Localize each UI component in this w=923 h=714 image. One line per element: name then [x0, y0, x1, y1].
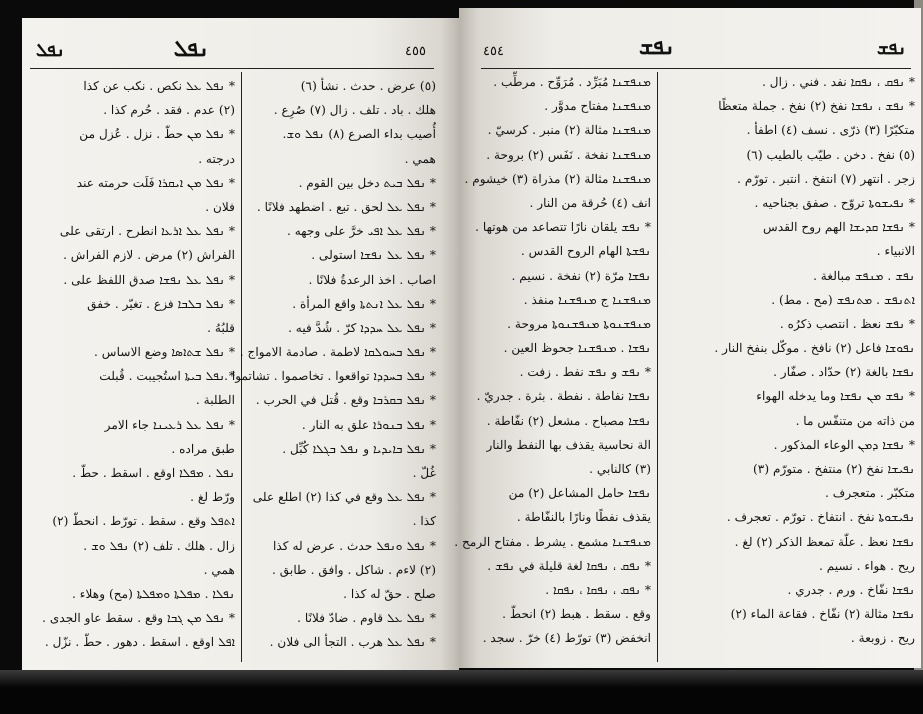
text-line: * ܢܦܠ ܥܠ لحق . تبع . اضطهد فلانًا .: [256, 199, 436, 214]
text-line: * ܢܦܝܫܘܬܐ تروّح . صفق بجناحيه .: [754, 195, 915, 210]
text-line: متكبّرًا (٣) ذرّى . نسف (٤) اطفأ .: [746, 123, 915, 138]
text-line: ܢܦܫܐ نعظ . علّة تمعظ الذكر (٢) لغ .: [734, 534, 915, 549]
text-line: فلان .: [205, 199, 235, 214]
text-line: ܢܦܝܫܘܬܐ نفخ . انتفاخ . تورّم . تعجرف .: [726, 510, 915, 525]
text-line: ܢܦܫܐ مثالة (٢) نفّاخ . فقاعة الماء (٢): [730, 607, 915, 622]
text-line: * ܢܦܠ ܡܢ ܐܝܩܪܐ فَلَت حرمته عند: [76, 175, 235, 190]
text-line: ܢܦܫܐ نفّاخ . ورم . جدري .: [787, 582, 915, 597]
text-line: * ܢܦܠ ܥܠ ܪܥܝܢܐ جاء الامر: [104, 417, 235, 432]
text-line: أُصيب بداء الصرع (٨) ܢܦܠ ܘܫ‌.: [282, 127, 436, 142]
text-line: * ܢܦܠ ܥܠ ܐܪܥܐ انطرح . ارتقى على: [59, 224, 235, 239]
text-line: * ܢܦܫ يلقان نارًا تتصاعد من هوتها .: [475, 220, 651, 235]
right-page-column-left: [454, 70, 651, 651]
text-line: هلك . باد . تلف . زال (٧) صُرِع .: [273, 103, 436, 118]
text-line: * ܢܦܠ ܥܠ ܢܦܫܐ استولى .: [311, 248, 436, 263]
right-page-column-right: [665, 70, 915, 651]
right-page-header-left: ܢܦܫ: [639, 34, 675, 60]
text-line: * ܢܦܠ ܒܝܬܐ استُجيبت . قُبلت: [99, 369, 235, 384]
text-line: * ܢܦܠ ܒܚܕܕܐ تواقعوا . تخاصموا . تشاتموا .: [224, 369, 436, 384]
text-line: ܐܦܠ اوقع . اسقط . دهور . حطّ . نزّل .: [44, 635, 235, 650]
text-line: ܢܦܠ . ܡܦܠܐ اوقع . اسقط . حطّ .: [72, 466, 235, 480]
text-line: ريح . زوبعة .: [850, 631, 915, 646]
left-page-header-left: ܢܦܠ: [36, 40, 65, 61]
text-line: ܢܦܘܫܐ فاعل (٢) نافخ . موكّل بنفخ النار .: [714, 341, 915, 356]
text-line: ܐܬܢܦܫ . ܡܬܢܦܫ (مح . مط) .: [771, 292, 915, 307]
text-line: همي .: [404, 151, 436, 166]
text-line: * ܢܦܠ ܥܠ ܚܕܕܐ كرّ . شُدَّ فيه .: [288, 320, 436, 335]
text-line: يقذف نفطًا ونارًا بالنفّاطة .: [516, 510, 651, 525]
text-line: ܢܦܫܐ مرّة (٢) نفخة . نسيم .: [511, 268, 651, 283]
left-page-header-rule: [30, 68, 434, 69]
text-line: * ܢܦܠ ܡܢ ܓܒܐ وقع . سقط عاو الجدى .: [42, 611, 235, 626]
text-line: * ܢܦܠ ܘܢܦܠ حدث . عرض له كذا: [273, 538, 436, 553]
text-line: * ܢܦܠ ܥܠ ܐܦܝ خرَّ على وجهه .: [287, 224, 436, 239]
right-page-column-divider: [657, 72, 658, 662]
text-line: ܢܦܝܫܐ نفخ (٢) منتفخ . متورّم (٣): [753, 462, 915, 476]
text-line: طبق مراده .: [171, 441, 235, 456]
right-page-number: ٤٥٤: [483, 44, 504, 59]
left-page: [22, 18, 459, 670]
right-page: [454, 8, 921, 668]
text-line: * ܢܦܫ ܡܢ ܢܦܫܐ وما يدخله الهواء: [756, 389, 915, 404]
text-line: * ܢܦܠ ܥܠ هرب . التجأ الى فلان .: [269, 635, 436, 650]
text-line: الطلبة .: [195, 393, 235, 408]
text-line: (٢) لاءم . شاكل . وافق . طابق .: [272, 562, 436, 577]
text-line: * ܢܦܫܐ ܩܕܝܫܐ الهم روح القدس: [762, 220, 915, 235]
left-page-column-left: [32, 74, 235, 655]
text-line: ܡܢܦܫܢܐ مُبَرِّد . مُرَوِّح . مرطِّب .: [493, 75, 651, 89]
text-line: * ܢܦܠ ܥܠ نكص . نكب عن كذا: [83, 79, 235, 93]
text-line: * ܢܦܫ و ܢܦܫ نفط . زفت .: [519, 365, 651, 380]
left-page-number: ٤٥٥: [405, 44, 426, 59]
text-line: * ܢܦܠ ܒܚܘܠܩܐ لاطمة . صادمة الامواج .: [239, 345, 436, 360]
text-line: * ܢܦܫ نعظ . انتصب ذكرُه .: [779, 316, 915, 331]
text-line: ܢܦܫܐ . ܡܢܦܫܢܐ جحوظ العين .: [503, 341, 651, 356]
left-page-column-right: [224, 74, 436, 655]
text-line: ܢܦܫܐ بالغة (٢) حدّاد . صفّار .: [773, 365, 915, 380]
text-line: * ܢܦܠ ܫܬܐܣܐ وضع الاساس .: [94, 345, 235, 360]
text-line: من ذاته من متنفّس ما .: [795, 413, 915, 428]
text-line: (٥) عرض . حدث . نشأ (٦): [300, 79, 436, 93]
text-line: * ܢܦܠ ܒܩܪܒܐ وقع . قُتل في الحرب .: [255, 393, 436, 408]
text-line: قلبُهُ .: [207, 320, 235, 335]
left-page-header-right: ܢܦܠ: [173, 36, 209, 62]
text-line: الانبياء .: [876, 244, 915, 259]
text-line: ܢܦܫܐ حامل المشاعل (٢) من: [508, 486, 651, 501]
text-line: * ܢܦܠ ܒܢܘܪܐ علق به النار .: [301, 417, 436, 432]
text-line: ܡܢܦܫܢܐ مشمع . يشرط . مفتاح الرمح .: [454, 534, 651, 549]
text-line: * ܢܦܠ ܥܠ ܐܢܬܬܐ واقع المرأة .: [292, 296, 436, 311]
text-line: متكبّر . متعجرف .: [824, 486, 915, 501]
text-line: ܡܢܦܫܢܘܬܐ ܡܢܦܫܢܘܬܐ مروحة .: [507, 316, 651, 331]
text-line: زجر . انتهر (٧) انتفخ . انتبر . تورّم .: [737, 171, 915, 186]
text-line: كذا .: [412, 514, 436, 529]
text-line: انخفض (٣) تورّط (٤) خرّ . سجد .: [482, 631, 651, 646]
text-line: * ܢܦܠ ܒܐܝܕܝܐ و ܢܦܠ ܒܓܠܐ كُبِّل .: [282, 441, 436, 456]
text-line: ܐܬܦܠ وقع . سقط . تورّط . انحطّ (٢): [52, 514, 235, 529]
text-line: الفراش (٢) مرض . لازم الفراش .: [63, 248, 235, 263]
scan-bottom-edge: [0, 670, 923, 714]
text-line: ܡܢܦܫܢܐ مفتاح مدوَّر .: [544, 99, 651, 114]
text-line: ܡܢܦܫܢܐ نفخة . نَفَس (٢) بروحة .: [486, 147, 651, 162]
text-line: ܢܦܫܐ نفاطة . نفطة . بثرة . جدريّ .: [476, 389, 651, 404]
text-line: (٢) عدم . فقد . حُرم كذا .: [103, 103, 235, 118]
text-line: * ܢܦܠ ܥܠ وقع في كذا (٢) اطلع على: [252, 490, 436, 505]
text-line: انف (٤) حُرقة من النار .: [529, 195, 651, 210]
text-line: همي .: [203, 562, 235, 577]
text-line: ريح . هواء . نسيم .: [818, 558, 915, 573]
right-page-header-right: ܢܦܫ: [877, 38, 907, 59]
text-line: * ܢܦܫ ، ܢܦܫܐ نفخ (٢) نفخ . جملة متعظًا: [718, 99, 915, 114]
text-line: وقع . سقط . هبط (٢) انحطّ .: [502, 607, 651, 622]
text-line: * ܢܦܩ ، ܢܦܩܐ ، ܢܦܩܐ .: [545, 582, 651, 597]
text-line: * ܢܦܩ ، ܢܦܩܐ لغة قليلة في ܢܦܫ .: [487, 558, 651, 573]
text-line: * ܢܦܠ ܥܠ قاوم . ضادّ فلانًا .: [297, 611, 436, 626]
text-line: * ܢܦܠ ܡܢ حطّ . نزل . عُزل من: [79, 127, 235, 142]
text-line: ܢܦܠܐ . ܡܦܠܬܐ ܘܡܦܠܬܐ (مح) وهلاء .: [72, 586, 235, 601]
text-line: اصاب . اخذ الرعدةُ فلانًا .: [308, 272, 436, 287]
text-line: ܡܢܦܫܢܐ مثالة (٢) مذراة (٣) خيشوم .: [464, 171, 651, 186]
text-line: ܡܢܦܫܢܐ ج ܡܢܦܫܢܐ منفذ .: [523, 292, 651, 307]
text-line: * ܢܦܠ ܒܠܒܐ فزع . تغيّر . خفق: [87, 296, 235, 311]
text-line: * ܢܦܠ ܒܝܬ دخل بين القوم .: [298, 175, 436, 190]
text-line: غُلّ .: [412, 466, 436, 480]
text-line: ܢܦܫ . ܡܢܦܫ مبالغة .: [813, 268, 915, 283]
text-line: * ܢܦܩ ، ܢܦܩܐ نفد . فني . زال .: [762, 75, 915, 89]
text-line: (٥) نفخ . دخن . طيّب بالطيب (٦): [746, 147, 915, 162]
text-line: ܢܦܫܐ مصباح . مشعل (٢) نفّاطة .: [486, 413, 651, 428]
text-line: * ܢܦܫܐ ܕܡܢ الوعاء المذكور .: [773, 437, 915, 452]
text-line: * ܢܦܠ ܥܠ ܢܦܫܐ صدق اللفظ على .: [63, 272, 235, 287]
text-line: درجته .: [198, 151, 235, 166]
text-line: (٣) كالنابي .: [589, 462, 651, 476]
text-line: ܡܢܦܫܢܐ مثالة (٢) منبر . كرسيّ .: [487, 123, 651, 138]
text-line: الة نحاسية يقذف بها النفط والنار: [486, 437, 651, 452]
text-line: زال . هلك . تلف (٢) ܢܦܠ ܘܫ .: [83, 538, 235, 553]
text-line: ܢܦܫܬܐ الهام الروح القدس .: [520, 244, 651, 259]
right-page-header-rule: [481, 68, 911, 69]
text-line: ورّط لغ .: [190, 490, 235, 505]
text-line: صلح . حقّ له كذا .: [343, 586, 436, 601]
